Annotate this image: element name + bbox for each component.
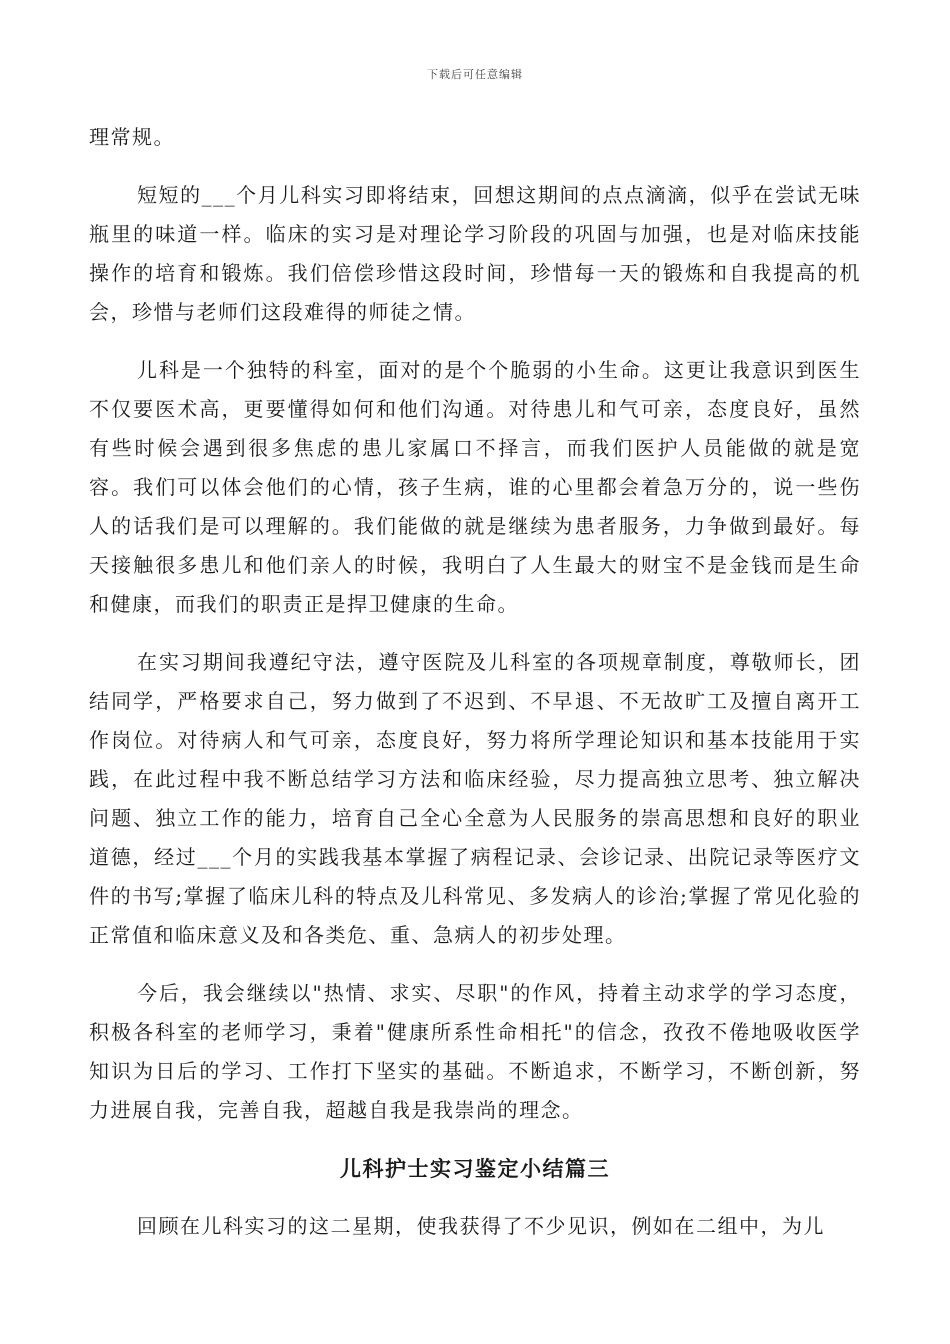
paragraph-internship-conduct: 在实习期间我遵纪守法，遵守医院及儿科室的各项规章制度，尊敬师长，团结同学，严格要求自己，努力做到了不迟到、不早退、不无故旷工及擅自离开工作岗位。对待病人和气可亲，态度良好，努力将所学理论知识和基本技能用于实践，在此过程中我不断总结学习方法和临床经验，尽力提高独立思考、独立解决问题、独立工作的能力，培育自己全心全意为人民服务的崇高思想和良好的职业道德，经过___个月的实践我基本掌握了病程记录、会诊记录、出院记录等医疗文件的书写;掌握了临床儿科的特点及儿科常见、多发病人的诊治;掌握了常见化验的正常值和临床意义及和各类危、重、急病人的初步处理。	[89, 650, 861, 947]
paragraph-continuation: 理常规。	[89, 125, 175, 149]
page-header: 下载后可任意编辑	[427, 68, 523, 81]
document-body	[89, 118, 861, 1265]
paragraph-section-three-intro: 回顾在儿科实习的这二星期，使我获得了不少见识，例如在二组中，为儿	[137, 1214, 825, 1238]
paragraph-internship-reflection: 短短的___个月儿科实习即将结束，回想这期间的点点滴滴，似乎在尝试无味瓶里的味道一样。临床的实习是对理论学习阶段的巩固与加强，也是对临床技能操作的培育和锻炼。我们倍偿珍惜这段时间，珍惜每一天的锻炼和自我提高的机会，珍惜与老师们这段难得的师徒之情。	[89, 183, 861, 324]
paragraph-pediatrics-department: 儿科是一个独特的科室，面对的是个个脆弱的小生命。这更让我意识到医生不仅要医术高，更要懂得如何和他们沟通。对待患儿和气可亲，态度良好，虽然有些时候会遇到很多焦虑的患儿家属口不择言，而我们医护人员能做的就是宽容。我们可以体会他们的心情，孩子生病，谁的心里都会着急万分的，说一些伤人的话我们是可以理解的。我们能做的就是继续为患者服务，力争做到最好。每天接触很多患儿和他们亲人的时候，我明白了人生最大的财宝不是金钱而是生命和健康，而我们的职责正是捍卫健康的生命。	[89, 358, 861, 616]
section-heading: 儿科护士实习鉴定小结篇三	[340, 1156, 610, 1181]
paragraph-future-plans: 今后，我会继续以"热情、求实、尽职"的作风，持着主动求学的学习态度，积极各科室的老师学习，秉着"健康所系性命相托"的信念，孜孜不倦地吸收医学知识为日后的学习、工作打下坚实的基础。不断追求，不断学习，不断创新，努力进展自我，完善自我，超越自我是我崇尚的理念。	[89, 981, 861, 1122]
